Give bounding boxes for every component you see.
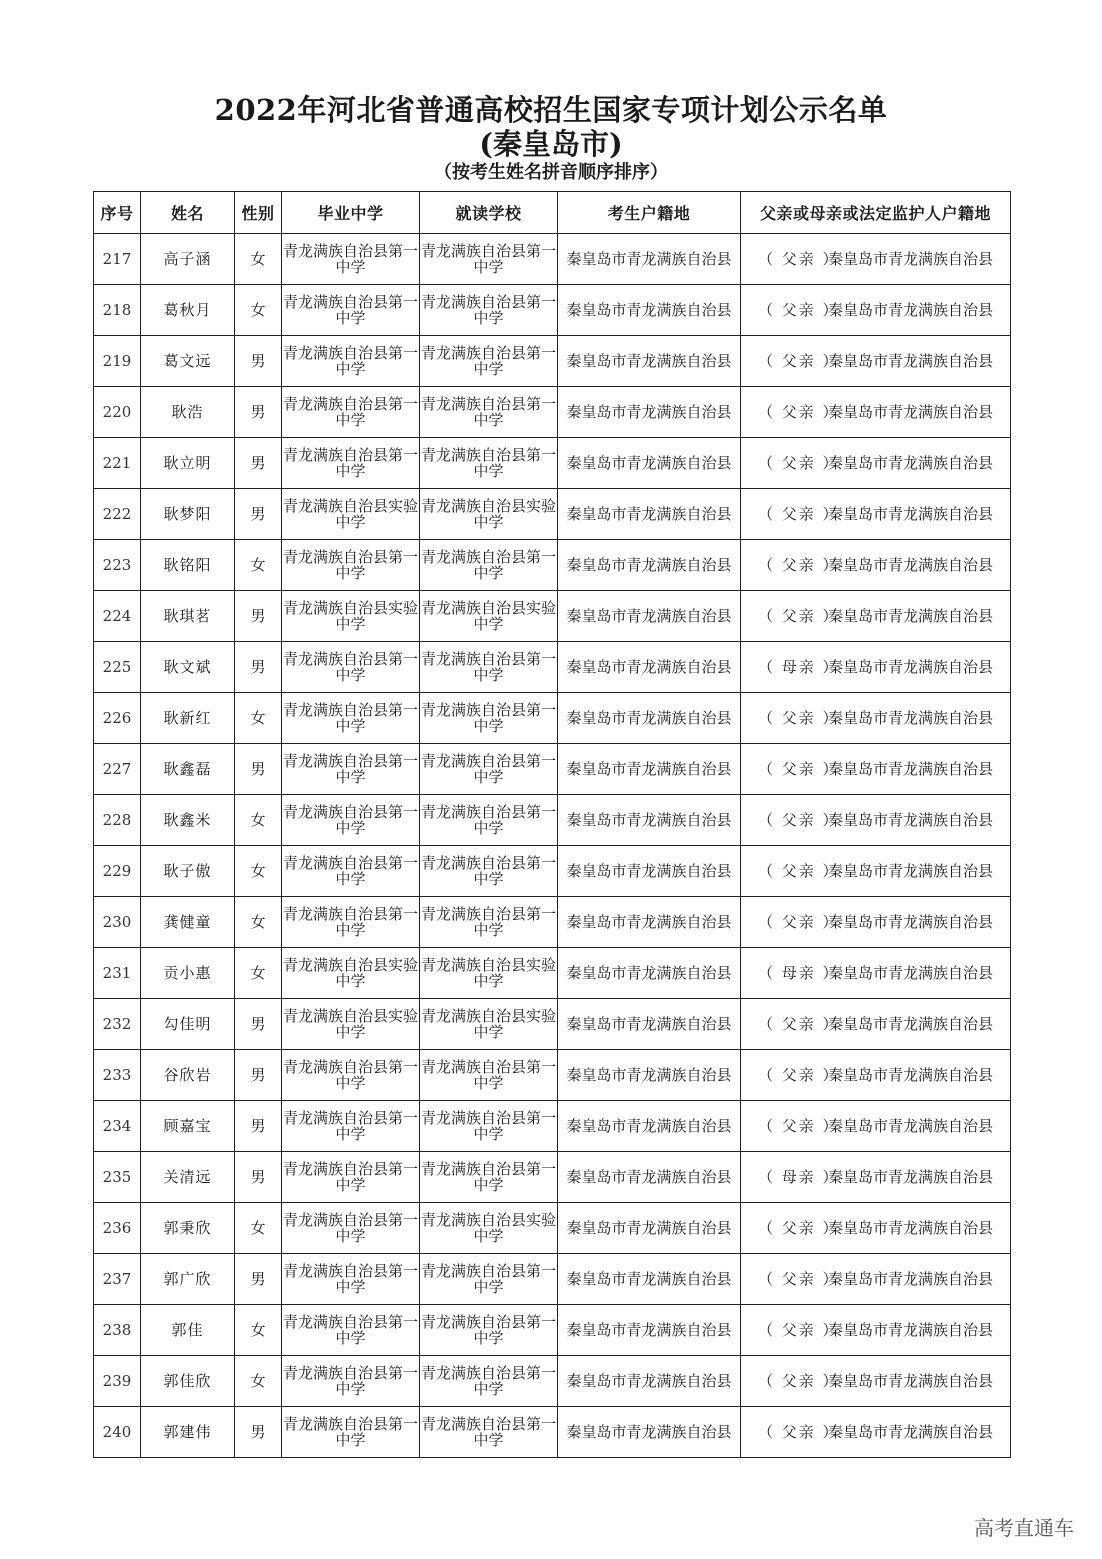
cell-parent-hukou	[741, 846, 1011, 897]
parent-hukou-location: 秦皇岛市青龙满族自治县	[827, 1117, 993, 1135]
table-row	[94, 387, 1011, 438]
table-row	[94, 795, 1011, 846]
cell-no: 238	[94, 1305, 141, 1356]
cell-hukou: 秦皇岛市青龙满族自治县	[558, 438, 741, 489]
parent-relation: （ 父亲 ）	[757, 352, 840, 370]
cell-gender: 男	[235, 1152, 282, 1203]
cell-parent-hukou	[741, 1254, 1011, 1305]
cell-no: 236	[94, 1203, 141, 1254]
parent-relation: （ 父亲 ）	[757, 301, 840, 319]
cell-grad-school: 青龙满族自治县第一中学	[282, 1407, 420, 1458]
cell-gender: 男	[235, 999, 282, 1050]
cell-no: 226	[94, 693, 141, 744]
cell-grad-school: 青龙满族自治县第一中学	[282, 1050, 420, 1101]
cell-hukou: 秦皇岛市青龙满族自治县	[558, 1254, 741, 1305]
cell-no: 222	[94, 489, 141, 540]
cell-parent-hukou	[741, 744, 1011, 795]
cell-parent-hukou	[741, 948, 1011, 999]
cell-no: 239	[94, 1356, 141, 1407]
cell-hukou: 秦皇岛市青龙满族自治县	[558, 591, 741, 642]
cell-gender: 男	[235, 1407, 282, 1458]
parent-hukou-location: 秦皇岛市青龙满族自治县	[827, 454, 993, 472]
table-row	[94, 846, 1011, 897]
cell-study-school: 青龙满族自治县第一中学	[420, 795, 558, 846]
parent-hukou-location: 秦皇岛市青龙满族自治县	[827, 811, 993, 829]
cell-gender: 女	[235, 897, 282, 948]
cell-gender: 女	[235, 948, 282, 999]
cell-name: 顾嘉宝	[141, 1101, 235, 1152]
cell-study-school: 青龙满族自治县实验中学	[420, 948, 558, 999]
cell-name: 耿浩	[141, 387, 235, 438]
cell-gender: 男	[235, 387, 282, 438]
cell-hukou: 秦皇岛市青龙满族自治县	[558, 1356, 741, 1407]
cell-study-school: 青龙满族自治县第一中学	[420, 846, 558, 897]
cell-name: 耿立明	[141, 438, 235, 489]
column-header-parent-hukou: 父亲或母亲或法定监护人户籍地	[741, 192, 1011, 234]
parent-hukou-location: 秦皇岛市青龙满族自治县	[827, 250, 993, 268]
cell-name: 郭秉欣	[141, 1203, 235, 1254]
cell-study-school: 青龙满族自治县第一中学	[420, 540, 558, 591]
cell-gender: 男	[235, 642, 282, 693]
column-header-grad-school: 毕业中学	[282, 192, 420, 234]
cell-hukou: 秦皇岛市青龙满族自治县	[558, 897, 741, 948]
parent-relation: （ 父亲 ）	[757, 454, 840, 472]
cell-hukou: 秦皇岛市青龙满族自治县	[558, 234, 741, 285]
cell-name: 郭广欣	[141, 1254, 235, 1305]
cell-gender: 男	[235, 1050, 282, 1101]
cell-parent-hukou	[741, 1152, 1011, 1203]
cell-grad-school: 青龙满族自治县第一中学	[282, 1305, 420, 1356]
cell-parent-hukou	[741, 285, 1011, 336]
parent-relation: （ 父亲 ）	[757, 1117, 840, 1135]
page-subtitle: (秦皇岛市)	[479, 127, 623, 161]
cell-name: 耿子傲	[141, 846, 235, 897]
cell-name: 耿梦阳	[141, 489, 235, 540]
cell-name: 葛文远	[141, 336, 235, 387]
cell-parent-hukou	[741, 336, 1011, 387]
cell-study-school: 青龙满族自治县第一中学	[420, 744, 558, 795]
table-row	[94, 1254, 1011, 1305]
cell-hukou: 秦皇岛市青龙满族自治县	[558, 1305, 741, 1356]
cell-no: 225	[94, 642, 141, 693]
cell-hukou: 秦皇岛市青龙满族自治县	[558, 1203, 741, 1254]
cell-no: 240	[94, 1407, 141, 1458]
cell-parent-hukou	[741, 540, 1011, 591]
parent-relation: （ 母亲 ）	[757, 1168, 840, 1186]
cell-name: 关清远	[141, 1152, 235, 1203]
table-row	[94, 1203, 1011, 1254]
cell-gender: 男	[235, 1254, 282, 1305]
cell-name: 高子涵	[141, 234, 235, 285]
table-row	[94, 591, 1011, 642]
cell-parent-hukou	[741, 642, 1011, 693]
cell-hukou: 秦皇岛市青龙满族自治县	[558, 1101, 741, 1152]
parent-hukou-location: 秦皇岛市青龙满族自治县	[827, 1423, 993, 1441]
cell-grad-school: 青龙满族自治县第一中学	[282, 234, 420, 285]
cell-study-school: 青龙满族自治县第一中学	[420, 1305, 558, 1356]
parent-relation: （ 父亲 ）	[757, 1270, 840, 1288]
cell-parent-hukou	[741, 897, 1011, 948]
cell-no: 235	[94, 1152, 141, 1203]
cell-grad-school: 青龙满族自治县第一中学	[282, 387, 420, 438]
cell-no: 233	[94, 1050, 141, 1101]
cell-grad-school: 青龙满族自治县第一中学	[282, 795, 420, 846]
parent-hukou-location: 秦皇岛市青龙满族自治县	[827, 1321, 993, 1339]
cell-grad-school: 青龙满族自治县第一中学	[282, 642, 420, 693]
parent-hukou-location: 秦皇岛市青龙满族自治县	[827, 1219, 993, 1237]
cell-grad-school: 青龙满族自治县第一中学	[282, 1254, 420, 1305]
parent-hukou-location: 秦皇岛市青龙满族自治县	[827, 964, 993, 982]
cell-name: 耿新红	[141, 693, 235, 744]
parent-hukou-location: 秦皇岛市青龙满族自治县	[827, 1015, 993, 1033]
cell-name: 郭佳	[141, 1305, 235, 1356]
cell-hukou: 秦皇岛市青龙满族自治县	[558, 846, 741, 897]
cell-no: 234	[94, 1101, 141, 1152]
cell-no: 220	[94, 387, 141, 438]
cell-no: 217	[94, 234, 141, 285]
cell-hukou: 秦皇岛市青龙满族自治县	[558, 387, 741, 438]
cell-study-school: 青龙满族自治县实验中学	[420, 489, 558, 540]
cell-gender: 女	[235, 540, 282, 591]
table-row	[94, 540, 1011, 591]
table-row	[94, 285, 1011, 336]
cell-grad-school: 青龙满族自治县实验中学	[282, 489, 420, 540]
cell-name: 葛秋月	[141, 285, 235, 336]
cell-parent-hukou	[741, 489, 1011, 540]
cell-gender: 女	[235, 1305, 282, 1356]
table-row	[94, 693, 1011, 744]
parent-relation: （ 母亲 ）	[757, 658, 840, 676]
cell-parent-hukou	[741, 693, 1011, 744]
table-body	[94, 234, 1011, 1458]
cell-parent-hukou	[741, 999, 1011, 1050]
parent-hukou-location: 秦皇岛市青龙满族自治县	[827, 658, 993, 676]
roster-table	[93, 191, 1011, 1458]
cell-study-school: 青龙满族自治县第一中学	[420, 1152, 558, 1203]
cell-no: 223	[94, 540, 141, 591]
cell-name: 耿鑫米	[141, 795, 235, 846]
cell-study-school: 青龙满族自治县第一中学	[420, 285, 558, 336]
cell-study-school: 青龙满族自治县第一中学	[420, 693, 558, 744]
cell-hukou: 秦皇岛市青龙满族自治县	[558, 693, 741, 744]
parent-relation: （ 父亲 ）	[757, 1321, 840, 1339]
cell-study-school: 青龙满族自治县第一中学	[420, 642, 558, 693]
parent-hukou-location: 秦皇岛市青龙满族自治县	[827, 505, 993, 523]
table-row	[94, 1407, 1011, 1458]
parent-hukou-location: 秦皇岛市青龙满族自治县	[827, 352, 993, 370]
cell-study-school: 青龙满族自治县实验中学	[420, 999, 558, 1050]
parent-hukou-location: 秦皇岛市青龙满族自治县	[827, 760, 993, 778]
sort-note: （按考生姓名拼音顺序排序）	[434, 162, 668, 183]
cell-grad-school: 青龙满族自治县实验中学	[282, 999, 420, 1050]
watermark: 高考直通车	[974, 1516, 1074, 1540]
cell-study-school: 青龙满族自治县实验中学	[420, 1203, 558, 1254]
parent-hukou-location: 秦皇岛市青龙满族自治县	[827, 301, 993, 319]
cell-grad-school: 青龙满族自治县第一中学	[282, 1356, 420, 1407]
cell-gender: 女	[235, 1356, 282, 1407]
table-row	[94, 744, 1011, 795]
parent-hukou-location: 秦皇岛市青龙满族自治县	[827, 1066, 993, 1084]
table-row	[94, 1152, 1011, 1203]
cell-name: 耿鑫磊	[141, 744, 235, 795]
cell-hukou: 秦皇岛市青龙满族自治县	[558, 948, 741, 999]
cell-grad-school: 青龙满族自治县第一中学	[282, 438, 420, 489]
cell-parent-hukou	[741, 234, 1011, 285]
table-row	[94, 1101, 1011, 1152]
cell-gender: 男	[235, 336, 282, 387]
parent-relation: （ 父亲 ）	[757, 1219, 840, 1237]
cell-hukou: 秦皇岛市青龙满族自治县	[558, 999, 741, 1050]
cell-no: 227	[94, 744, 141, 795]
cell-parent-hukou	[741, 795, 1011, 846]
cell-grad-school: 青龙满族自治县实验中学	[282, 591, 420, 642]
cell-gender: 女	[235, 693, 282, 744]
cell-hukou: 秦皇岛市青龙满族自治县	[558, 1407, 741, 1458]
parent-relation: （ 父亲 ）	[757, 1066, 840, 1084]
table-row	[94, 438, 1011, 489]
table-header-row	[94, 192, 1011, 234]
cell-study-school: 青龙满族自治县第一中学	[420, 1254, 558, 1305]
cell-grad-school: 青龙满族自治县第一中学	[282, 744, 420, 795]
cell-study-school: 青龙满族自治县第一中学	[420, 1407, 558, 1458]
table-row	[94, 999, 1011, 1050]
cell-grad-school: 青龙满族自治县第一中学	[282, 846, 420, 897]
parent-relation: （ 父亲 ）	[757, 913, 840, 931]
cell-grad-school: 青龙满族自治县第一中学	[282, 285, 420, 336]
cell-no: 231	[94, 948, 141, 999]
cell-parent-hukou	[741, 591, 1011, 642]
table-row	[94, 489, 1011, 540]
cell-study-school: 青龙满族自治县第一中学	[420, 897, 558, 948]
cell-parent-hukou	[741, 1305, 1011, 1356]
table-row	[94, 336, 1011, 387]
cell-gender: 女	[235, 234, 282, 285]
cell-grad-school: 青龙满族自治县第一中学	[282, 1101, 420, 1152]
column-header-name: 姓名	[141, 192, 235, 234]
cell-hukou: 秦皇岛市青龙满族自治县	[558, 1050, 741, 1101]
parent-relation: （ 父亲 ）	[757, 760, 840, 778]
cell-name: 郭建伟	[141, 1407, 235, 1458]
cell-hukou: 秦皇岛市青龙满族自治县	[558, 642, 741, 693]
cell-gender: 男	[235, 489, 282, 540]
cell-name: 耿琪茗	[141, 591, 235, 642]
parent-hukou-location: 秦皇岛市青龙满族自治县	[827, 913, 993, 931]
parent-relation: （ 父亲 ）	[757, 556, 840, 574]
parent-relation: （ 父亲 ）	[757, 403, 840, 421]
cell-hukou: 秦皇岛市青龙满族自治县	[558, 489, 741, 540]
cell-grad-school: 青龙满族自治县第一中学	[282, 693, 420, 744]
cell-grad-school: 青龙满族自治县第一中学	[282, 1203, 420, 1254]
parent-hukou-location: 秦皇岛市青龙满族自治县	[827, 1372, 993, 1390]
cell-study-school: 青龙满族自治县第一中学	[420, 336, 558, 387]
cell-no: 224	[94, 591, 141, 642]
cell-name: 郭佳欣	[141, 1356, 235, 1407]
cell-hukou: 秦皇岛市青龙满族自治县	[558, 1152, 741, 1203]
parent-relation: （ 父亲 ）	[757, 709, 840, 727]
cell-name: 龚健童	[141, 897, 235, 948]
cell-hukou: 秦皇岛市青龙满族自治县	[558, 795, 741, 846]
parent-hukou-location: 秦皇岛市青龙满族自治县	[827, 607, 993, 625]
column-header-gender: 性别	[235, 192, 282, 234]
cell-parent-hukou	[741, 1407, 1011, 1458]
cell-name: 耿铭阳	[141, 540, 235, 591]
column-header-no: 序号	[94, 192, 141, 234]
parent-hukou-location: 秦皇岛市青龙满族自治县	[827, 556, 993, 574]
cell-study-school: 青龙满族自治县第一中学	[420, 387, 558, 438]
column-header-hukou: 考生户籍地	[558, 192, 741, 234]
cell-study-school: 青龙满族自治县第一中学	[420, 234, 558, 285]
parent-relation: （ 父亲 ）	[757, 505, 840, 523]
cell-grad-school: 青龙满族自治县第一中学	[282, 540, 420, 591]
cell-study-school: 青龙满族自治县第一中学	[420, 1050, 558, 1101]
cell-name: 贡小惠	[141, 948, 235, 999]
parent-relation: （ 父亲 ）	[757, 1372, 840, 1390]
cell-gender: 女	[235, 1203, 282, 1254]
cell-no: 228	[94, 795, 141, 846]
column-header-study-school: 就读学校	[420, 192, 558, 234]
cell-grad-school: 青龙满族自治县第一中学	[282, 336, 420, 387]
cell-study-school: 青龙满族自治县第一中学	[420, 1356, 558, 1407]
cell-gender: 女	[235, 285, 282, 336]
cell-gender: 男	[235, 438, 282, 489]
cell-parent-hukou	[741, 1356, 1011, 1407]
cell-study-school: 青龙满族自治县第一中学	[420, 438, 558, 489]
cell-no: 221	[94, 438, 141, 489]
cell-no: 218	[94, 285, 141, 336]
cell-parent-hukou	[741, 1203, 1011, 1254]
cell-gender: 女	[235, 795, 282, 846]
cell-study-school: 青龙满族自治县第一中学	[420, 1101, 558, 1152]
cell-no: 219	[94, 336, 141, 387]
cell-gender: 女	[235, 846, 282, 897]
table-row	[94, 1050, 1011, 1101]
table-row	[94, 948, 1011, 999]
page-title: 2022年河北省普通高校招生国家专项计划公示名单	[214, 93, 888, 127]
table-row	[94, 642, 1011, 693]
cell-grad-school: 青龙满族自治县第一中学	[282, 1152, 420, 1203]
cell-gender: 男	[235, 591, 282, 642]
cell-parent-hukou	[741, 387, 1011, 438]
parent-relation: （ 父亲 ）	[757, 811, 840, 829]
cell-no: 230	[94, 897, 141, 948]
table-row	[94, 234, 1011, 285]
table-row	[94, 1356, 1011, 1407]
cell-gender: 男	[235, 1101, 282, 1152]
cell-study-school: 青龙满族自治县实验中学	[420, 591, 558, 642]
parent-relation: （ 父亲 ）	[757, 1015, 840, 1033]
cell-no: 229	[94, 846, 141, 897]
cell-grad-school: 青龙满族自治县第一中学	[282, 897, 420, 948]
cell-hukou: 秦皇岛市青龙满族自治县	[558, 336, 741, 387]
cell-parent-hukou	[741, 438, 1011, 489]
parent-hukou-location: 秦皇岛市青龙满族自治县	[827, 862, 993, 880]
cell-parent-hukou	[741, 1050, 1011, 1101]
parent-hukou-location: 秦皇岛市青龙满族自治县	[827, 709, 993, 727]
parent-hukou-location: 秦皇岛市青龙满族自治县	[827, 1168, 993, 1186]
cell-parent-hukou	[741, 1101, 1011, 1152]
parent-hukou-location: 秦皇岛市青龙满族自治县	[827, 403, 993, 421]
table-row	[94, 897, 1011, 948]
cell-name: 谷欣岩	[141, 1050, 235, 1101]
table-row	[94, 1305, 1011, 1356]
cell-no: 232	[94, 999, 141, 1050]
cell-name: 耿文斌	[141, 642, 235, 693]
parent-relation: （ 父亲 ）	[757, 1423, 840, 1441]
cell-grad-school: 青龙满族自治县实验中学	[282, 948, 420, 999]
parent-hukou-location: 秦皇岛市青龙满族自治县	[827, 1270, 993, 1288]
parent-relation: （ 母亲 ）	[757, 964, 840, 982]
cell-gender: 男	[235, 744, 282, 795]
cell-hukou: 秦皇岛市青龙满族自治县	[558, 744, 741, 795]
cell-name: 勾佳明	[141, 999, 235, 1050]
cell-hukou: 秦皇岛市青龙满族自治县	[558, 285, 741, 336]
cell-no: 237	[94, 1254, 141, 1305]
parent-relation: （ 父亲 ）	[757, 607, 840, 625]
cell-hukou: 秦皇岛市青龙满族自治县	[558, 540, 741, 591]
parent-relation: （ 父亲 ）	[757, 862, 840, 880]
parent-relation: （ 父亲 ）	[757, 250, 840, 268]
